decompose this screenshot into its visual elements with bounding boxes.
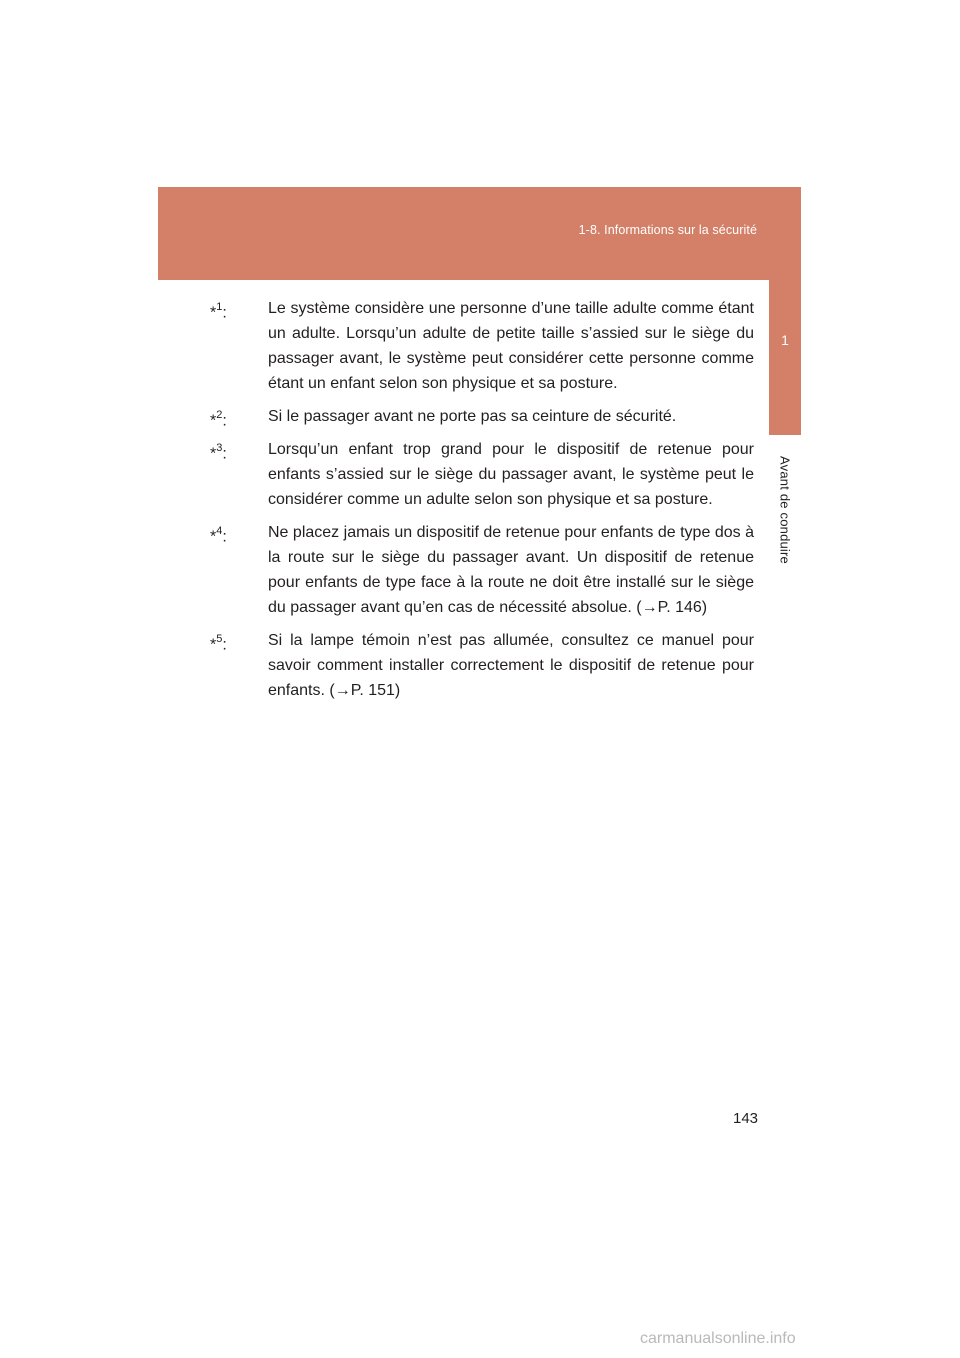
footnote-text: Lorsqu’un enfant trop grand pour le dispositif de retenue pour enfants s’assied sur le siège du passager avant, le système peut le considérer comme un adulte selon son physique et sa posture. (268, 441, 754, 508)
section-header-band (158, 187, 801, 280)
page-number: 143 (733, 1110, 759, 1127)
footnote-list (210, 296, 754, 711)
chapter-number: 1 (781, 332, 789, 348)
footnote-item (210, 437, 754, 512)
footnote-marker: *$^4$: (210, 525, 227, 546)
footnote-item (210, 296, 754, 396)
footnote-item (210, 404, 754, 430)
footnote-text: Le système considère une personne d’une taille adulte comme étant un adulte. Lorsqu’un adulte de petite taille s’assied sur le siège du passager avant, le système peut considérer cette personne comme étant un enfant selon son physique et sa posture. (268, 300, 754, 392)
footnote-marker: *$^3$: (210, 442, 227, 463)
footnote-text: Ne placez jamais un dispositif de retenue pour enfants de type dos à la route sur le siège du passager avant. Un dispositif de retenue pour enfants de type face à la route ne doit être installé sur le siège du passager avant qu’en cas de nécessité absolue. (→P. 146) (268, 524, 754, 616)
footnote-item (210, 628, 754, 703)
chapter-label: Avant de conduire (777, 456, 793, 564)
footnote-marker: *$^5$: (210, 633, 227, 654)
footnote-marker: *$^2$: (210, 409, 227, 430)
watermark: carmanualsonline.info (640, 1330, 796, 1347)
footnote-item (210, 520, 754, 620)
footnote-marker: *$^1$: (210, 301, 227, 322)
footnote-text: Si la lampe témoin n’est pas allumée, consultez ce manuel pour savoir comment installer correctement le dispositif de retenue pour enfants. (→P. 151) (268, 632, 754, 699)
section-title: 1-8. Informations sur la sécurité (578, 223, 757, 237)
chapter-tab (769, 280, 801, 435)
footnote-text: Si le passager avant ne porte pas sa ceinture de sécurité. (268, 408, 677, 425)
